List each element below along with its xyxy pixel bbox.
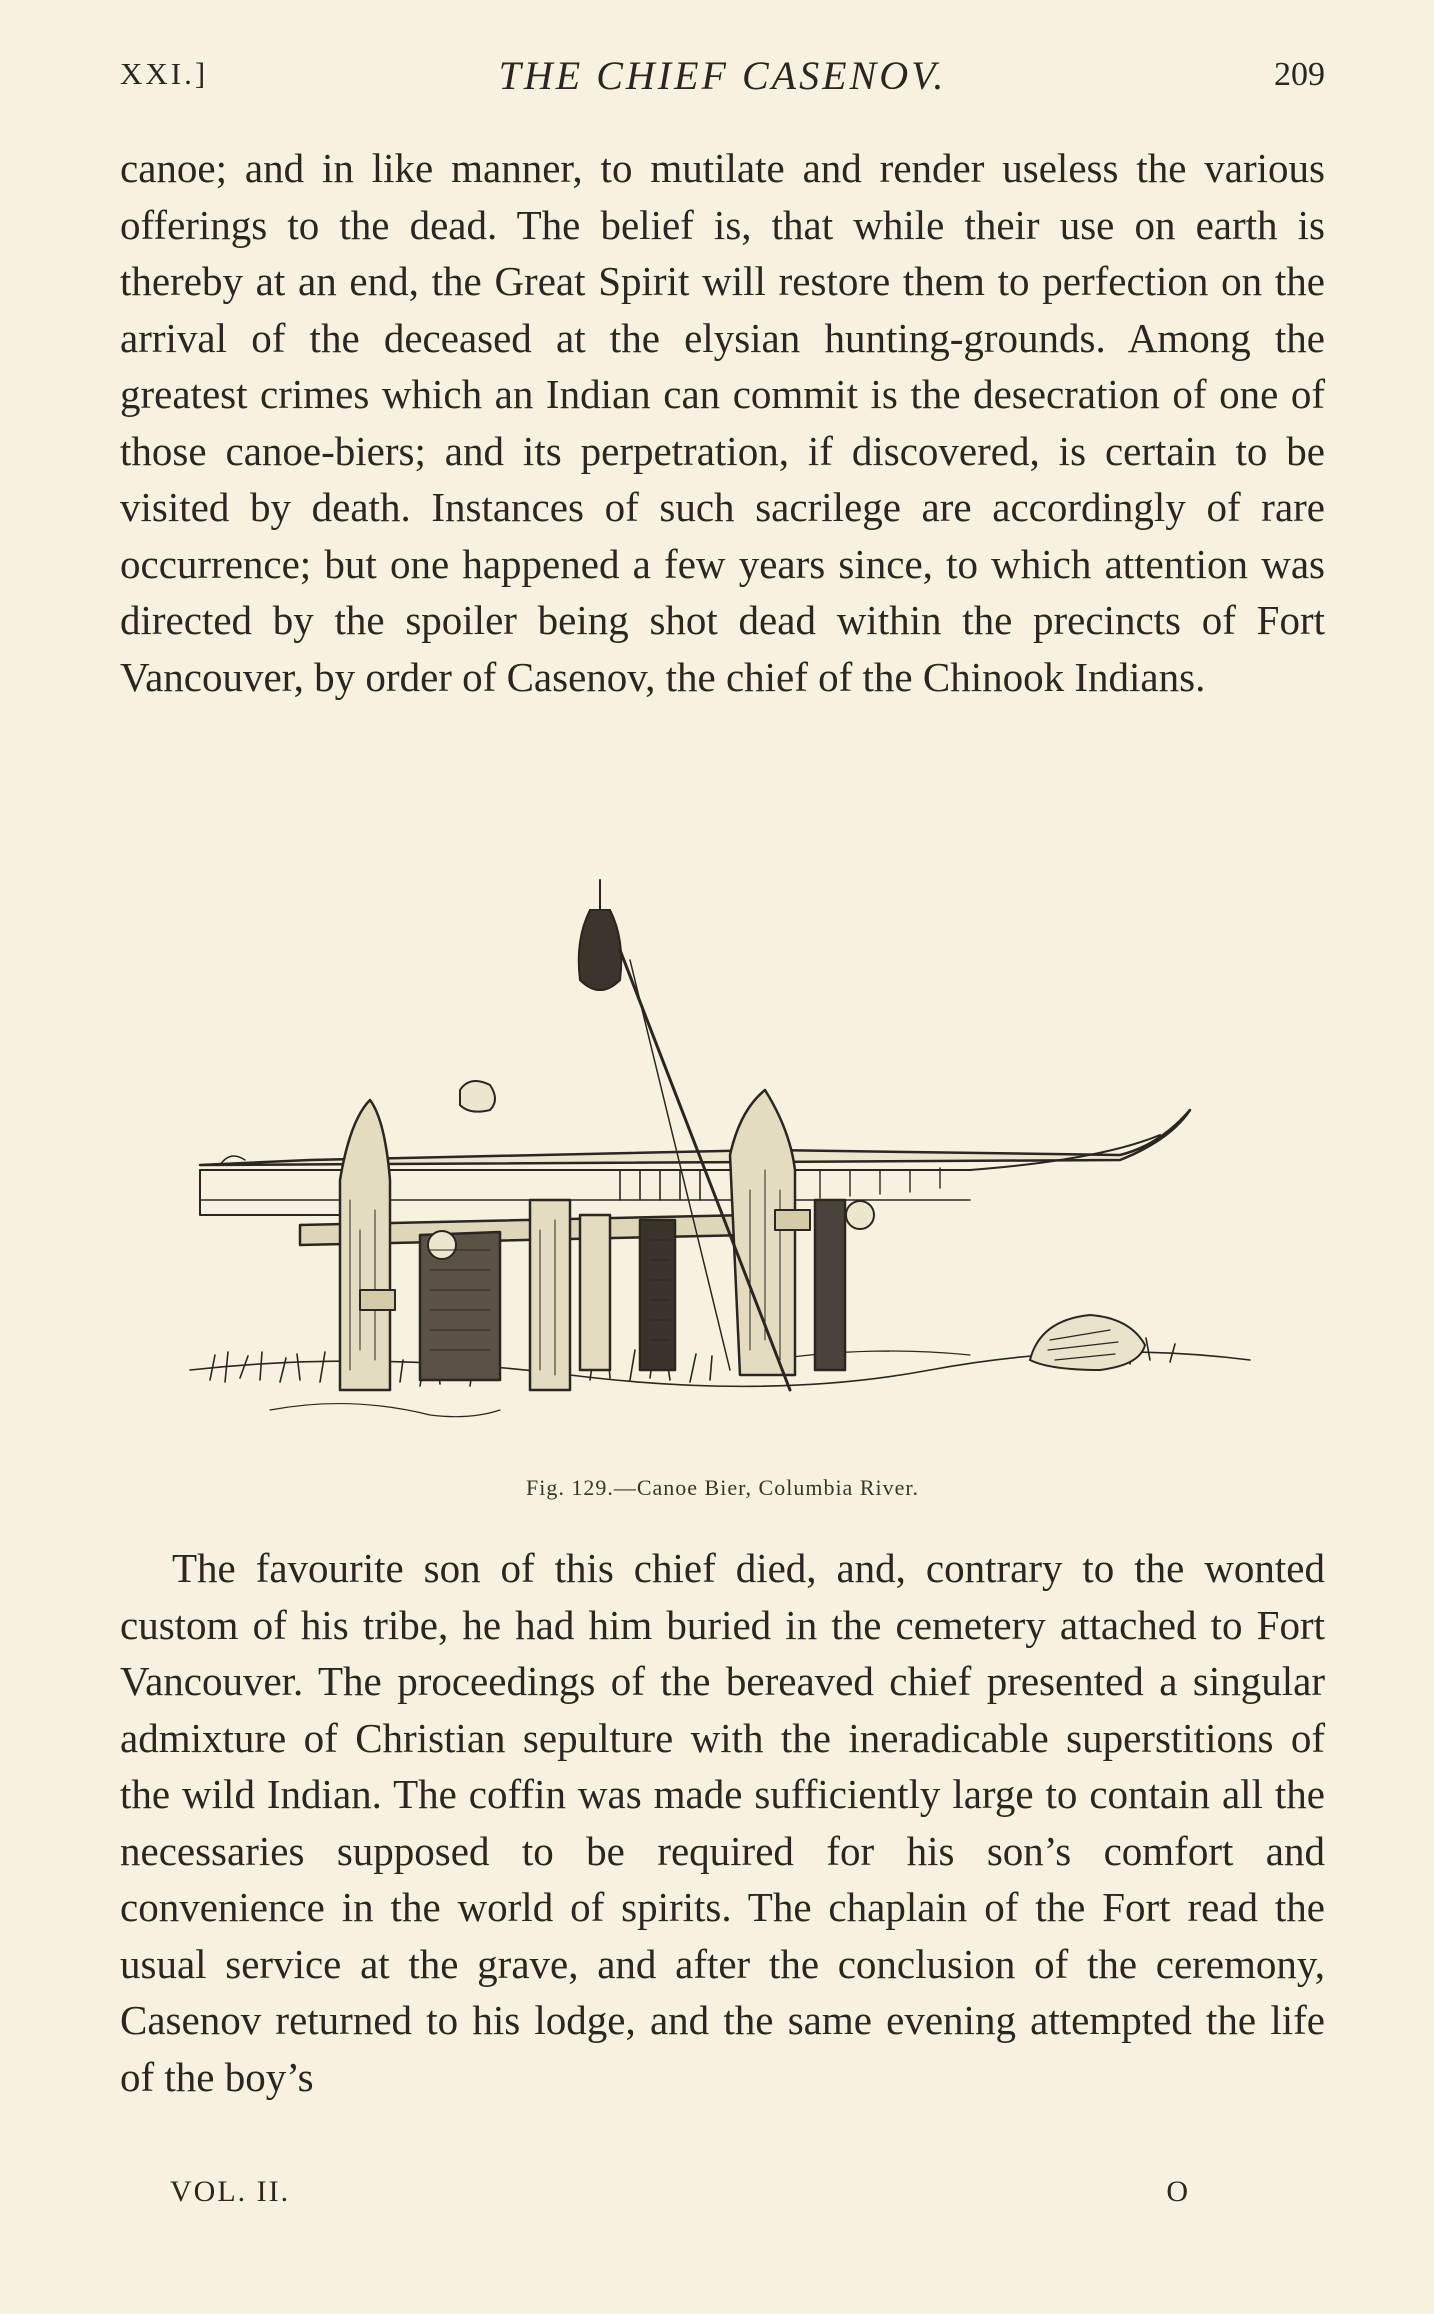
chapter-number: XXI.]	[120, 56, 209, 91]
paragraph: canoe; and in like manner, to mutilate and render useless the various offerings to the dead. The belief is, that while their use on earth is thereby at an end, the Great Spirit will restore them to perfection on the arrival of the deceased at the elysian hunting-grounds. Among the greatest crimes which an Indian can commit is the desecration of one of those canoe-biers; and its perpetration, if discovered, is certain to be visited by death. Instances of such sacrilege are accordingly of rare occurrence; but one happened a few years since, to which attention was directed by the spoiler being shot dead within the precincts of Fort Vancouver, by order of Casenov, the chief of the Chinook Indians.	[120, 145, 1325, 700]
page-footer	[170, 2175, 1190, 2215]
signature-mark: O	[1166, 2175, 1190, 2208]
page-number: 209	[1274, 56, 1325, 93]
volume-mark: VOL. II.	[170, 2175, 291, 2208]
figure-caption: Fig. 129.—Canoe Bier, Columbia River.	[526, 1475, 919, 1500]
paragraph: The favourite son of this chief died, and, contrary to the wonted custom of his tribe, he had him buried in the cemetery attached to Fort Vancouver. The proceedings of the bereaved chief presented a singular admixture of Christian sepulture with the ineradicable superstitions of the wild Indian. The coffin was made sufficiently large to contain all the necessaries supposed to be required for his son’s comfort and convenience in the world of spirits. The chaplain of the Fort read the usual service at the grave, and after the conclusion of the ceremony, Casenov returned to his lodge, and the same evening attempted the life of the boy’s	[120, 1545, 1325, 2100]
running-title: THE CHIEF CASENOV.	[498, 53, 947, 98]
rock	[1030, 1315, 1145, 1370]
running-head	[120, 52, 1325, 102]
canoe-bier-illustration	[170, 870, 1280, 1450]
